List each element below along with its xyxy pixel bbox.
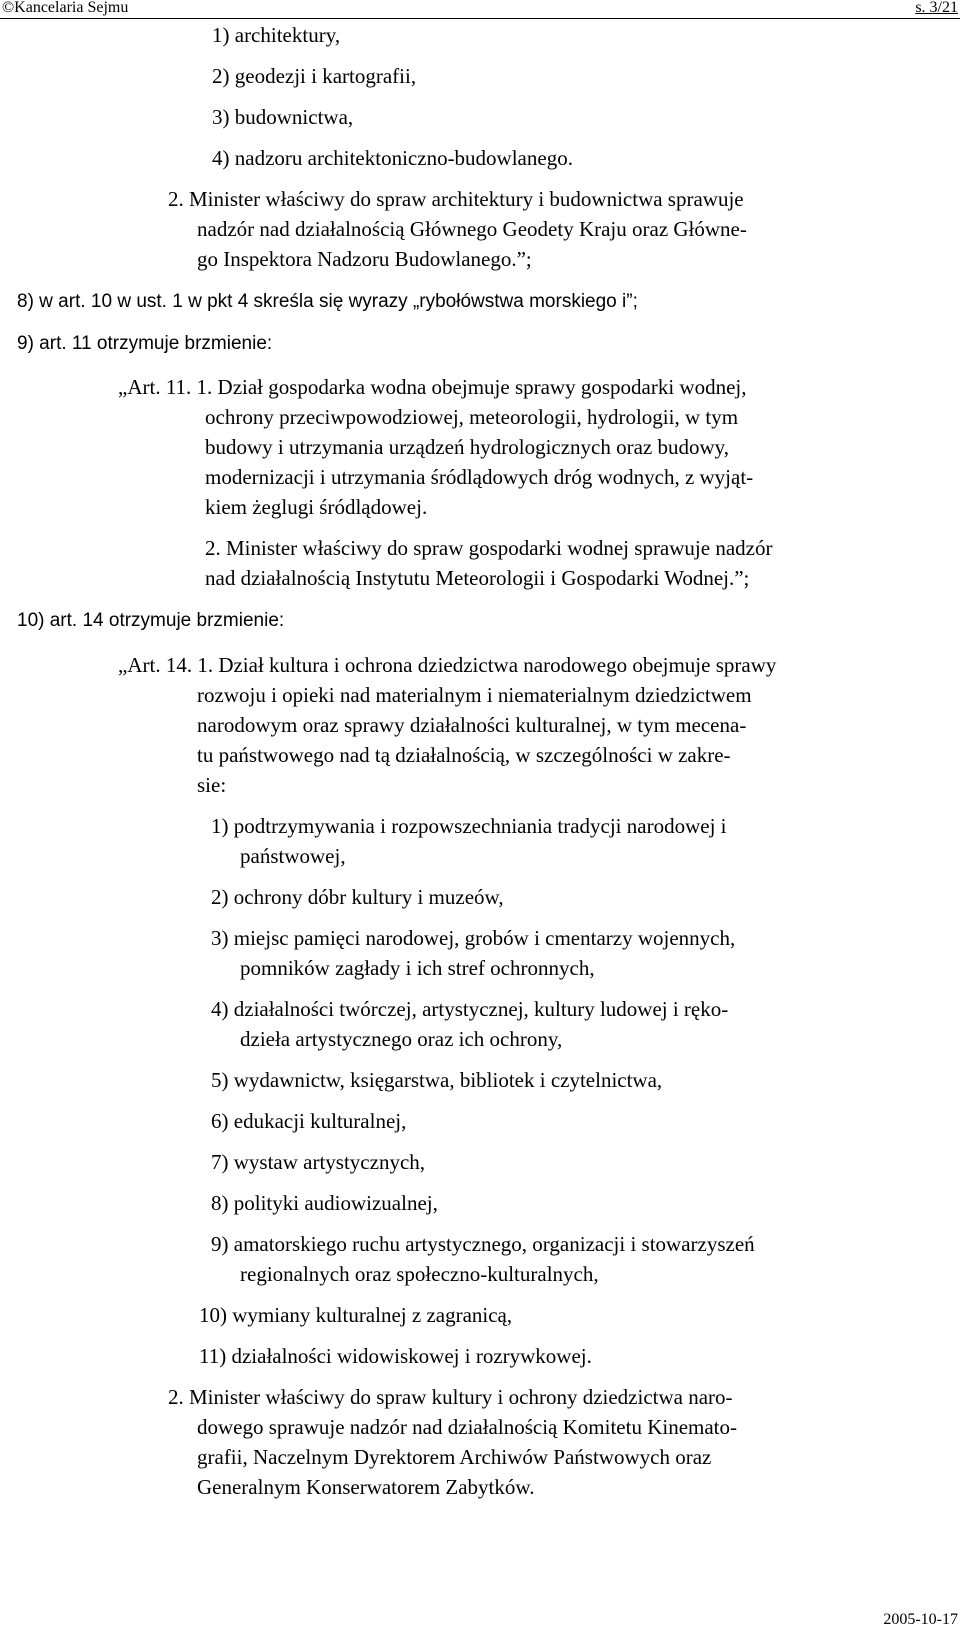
text-line: „Art. 11. 1. Dział gospodarka wodna obejmuje sprawy gospodarki wodnej, xyxy=(118,375,747,399)
list-item: 11) działalności widowiskowej i rozrywkowej. xyxy=(199,1344,592,1368)
text-line: nadzór nad działalnością Głównego Geodety Kraju oraz Główne- xyxy=(197,217,747,241)
header-source: ©Kancelaria Sejmu xyxy=(2,0,129,16)
list-item: 7) wystaw artystycznych, xyxy=(211,1150,426,1174)
text-line: sie: xyxy=(197,773,227,797)
list-item: 6) edukacji kulturalnej, xyxy=(211,1109,407,1133)
list-item: 3) miejsc pamięci narodowej, grobów i cmentarzy wojennych, xyxy=(211,926,736,950)
text-line: ochrony przeciwpowodziowej, meteorologii, hydrologii, w tym xyxy=(205,405,739,429)
header-rule xyxy=(0,18,960,19)
text-line: go Inspektora Nadzoru Budowlanego.”; xyxy=(197,247,532,271)
text-line: budowy i utrzymania urządzeń hydrologicznych oraz budowy, xyxy=(205,435,730,459)
text-line: narodowym oraz sprawy działalności kulturalnej, w tym mecena- xyxy=(197,713,747,737)
text-line: grafii, Naczelnym Dyrektorem Archiwów Państwowych oraz xyxy=(197,1445,712,1469)
text-line: „Art. 14. 1. Dział kultura i ochrona dziedzictwa narodowego obejmuje sprawy xyxy=(118,653,777,677)
list-item: 10) wymiany kulturalnej z zagranicą, xyxy=(199,1303,513,1327)
list-item: 5) wydawnictw, księgarstwa, bibliotek i czytelnictwa, xyxy=(211,1068,663,1092)
list-item: 4) działalności twórczej, artystycznej, kultury ludowej i ręko- xyxy=(211,997,729,1021)
list-item: 1) podtrzymywania i rozpowszechniania tradycji narodowej i xyxy=(211,814,727,838)
page-number: s. 3/21 xyxy=(915,0,958,16)
list-item: regionalnych oraz społeczno-kulturalnych, xyxy=(240,1262,599,1286)
text-line: dowego sprawuje nadzór nad działalnością Komitetu Kinemato- xyxy=(197,1415,737,1439)
text-line: nad działalnością Instytutu Meteorologii i Gospodarki Wodnej.”; xyxy=(205,566,750,590)
list-item: 9) amatorskiego ruchu artystycznego, organizacji i stowarzyszeń xyxy=(211,1232,755,1256)
list-item: pomników zagłady i ich stref ochronnych, xyxy=(240,956,595,980)
text-line: 1) architektury, xyxy=(212,23,341,47)
list-item: państwowej, xyxy=(240,844,346,868)
text-line: tu państwowego nad tą działalnością, w szczególności w zakre- xyxy=(197,743,731,767)
text-line: 2. Minister właściwy do spraw gospodarki wodnej sprawuje nadzór xyxy=(205,536,773,560)
text-line: 9) art. 11 otrzymuje brzmienie: xyxy=(17,333,273,354)
text-line: rozwoju i opieki nad materialnym i niematerialnym dziedzictwem xyxy=(197,683,752,707)
text-line: modernizacji i utrzymania śródlądowych dróg wodnych, z wyjąt- xyxy=(205,465,754,489)
text-line: 2) geodezji i kartografii, xyxy=(212,64,417,88)
text-line: 2. Minister właściwy do spraw architektury i budownictwa sprawuje xyxy=(168,187,744,211)
text-line: 8) w art. 10 w ust. 1 w pkt 4 skreśla się wyrazy „rybołówstwa morskiego i”; xyxy=(17,291,638,312)
list-item: dzieła artystycznego oraz ich ochrony, xyxy=(240,1027,563,1051)
footer-date: 2005-10-17 xyxy=(883,1611,958,1628)
list-item: 8) polityki audiowizualnej, xyxy=(211,1191,438,1215)
text-line: 3) budownictwa, xyxy=(212,105,354,129)
text-line: Generalnym Konserwatorem Zabytków. xyxy=(197,1475,535,1499)
text-line: 2. Minister właściwy do spraw kultury i ochrony dziedzictwa naro- xyxy=(168,1385,733,1409)
text-line: 4) nadzoru architektoniczno-budowlanego. xyxy=(212,146,573,170)
list-item: 2) ochrony dóbr kultury i muzeów, xyxy=(211,885,504,909)
text-line: 10) art. 14 otrzymuje brzmienie: xyxy=(17,610,285,631)
text-line: kiem żeglugi śródlądowej. xyxy=(205,495,428,519)
